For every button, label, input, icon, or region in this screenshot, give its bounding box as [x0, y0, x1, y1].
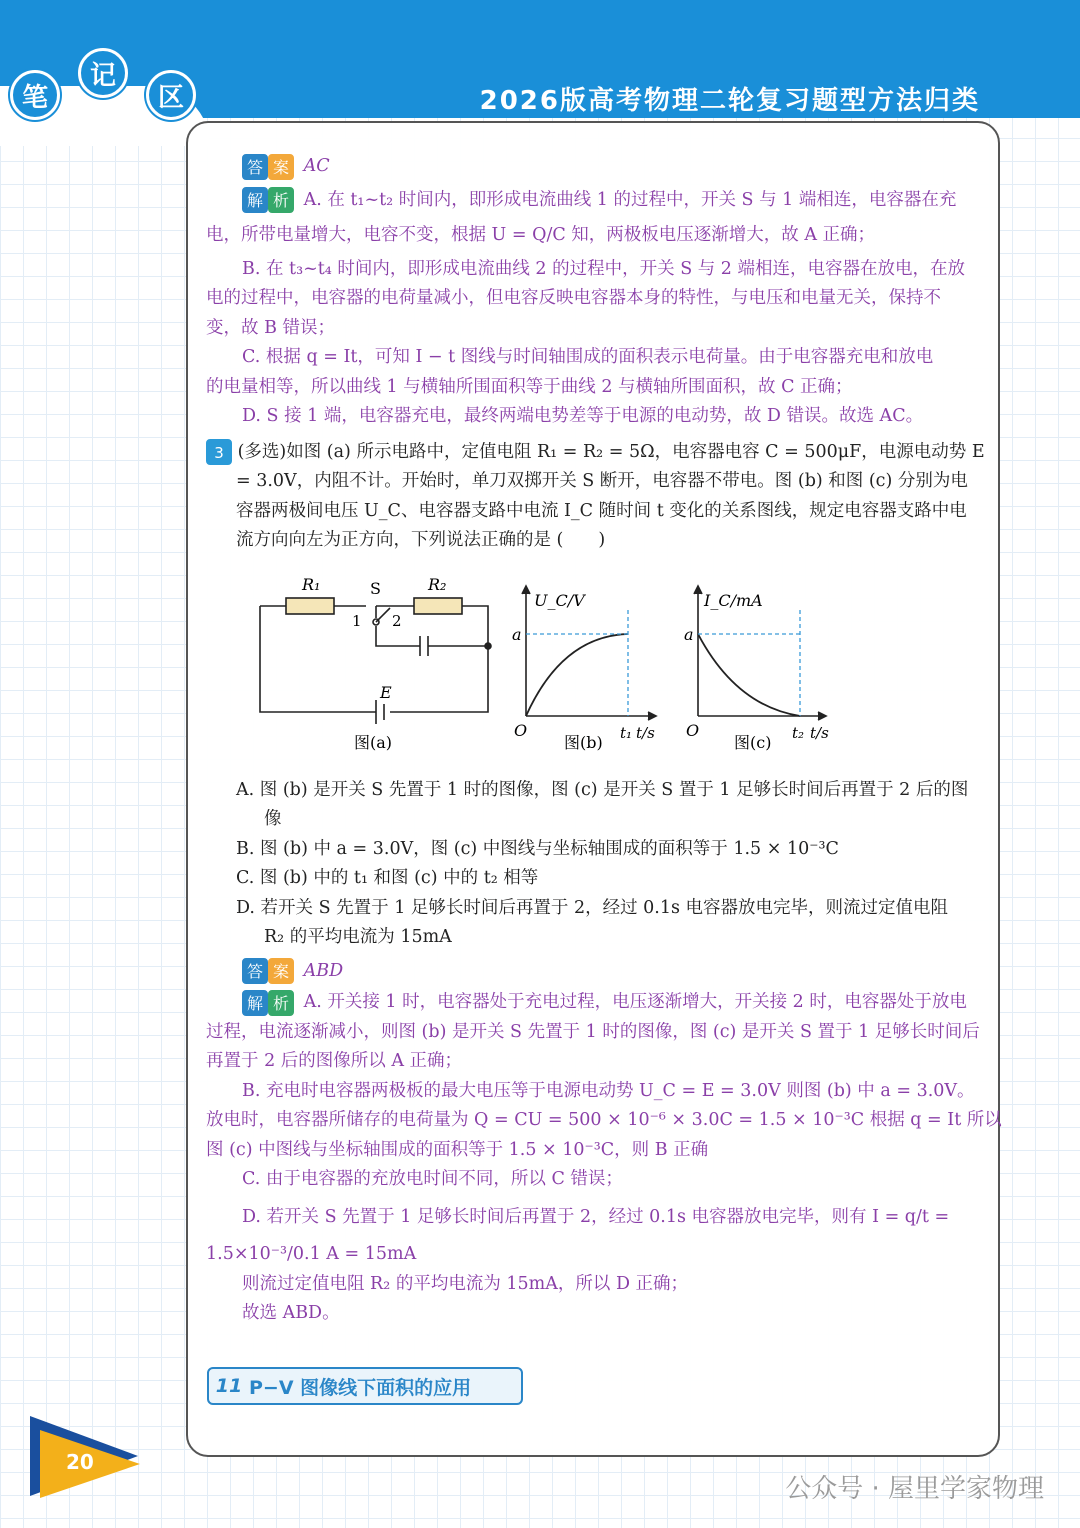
option-a: A. 图 (b) 是开关 S 先置于 1 时的图像，图 (c) 是开关 S 置于 1 足够长时间后再置于 2 后的图: [236, 779, 969, 800]
analysis-1-line-5: C. 根据 q = It，可知 I − t 图线与时间轴围成的面积表示电荷量。由于电容器充电和放电: [242, 347, 934, 367]
answer-3-row: [206, 957, 978, 987]
graph-b-ylabel: U_C/V: [534, 590, 585, 610]
analysis-1-line-4: 变，故 B 错误；: [206, 317, 335, 338]
question-3-line-3: 流方向向左为正方向，下列说法正确的是 ( ): [236, 530, 606, 550]
label-pos2: 2: [392, 611, 402, 630]
option-d-cont: R₂ 的平均电流为 15mA: [264, 927, 452, 947]
graph-b-a: a: [512, 624, 522, 644]
analysis-1-line-6: 的电量相等，所以曲线 1 与横轴所围面积等于曲线 2 与横轴所围面积，故 C 正确；: [206, 376, 853, 397]
label-r1: R₁: [302, 574, 321, 594]
analysis-3-line-2: 再置于 2 后的图像所以 A 正确；: [206, 1051, 463, 1071]
badge-2: 记: [78, 48, 128, 98]
analysis-tag: 解 析: [242, 990, 294, 1016]
graph-b-xlabel: t/s: [636, 723, 655, 742]
analysis-tag: 解 析: [242, 187, 294, 213]
graph-c-a: a: [684, 624, 694, 644]
analysis-3-line-0: 解 析 A. 开关接 1 时，电容器处于充电过程，电压逐渐增大，开关接 2 时，电容器处于放电: [206, 988, 978, 1018]
section-number: 11: [215, 1375, 243, 1397]
analysis-3-line-9: 则流过定值电阻 R₂ 的平均电流为 15mA，所以 D 正确；: [242, 1273, 689, 1294]
analysis-3-line-5: 图 (c) 中图线与坐标轴围成的面积等于 1.5 × 10⁻³C，则 B 正确: [206, 1139, 709, 1160]
graph-b-origin: O: [514, 720, 528, 740]
graph-c-xlabel: t/s: [810, 723, 829, 742]
question-number: 3: [206, 439, 232, 465]
options: [206, 776, 978, 953]
answer-tag: 答 案: [242, 154, 294, 180]
label-pos1: 1: [352, 611, 362, 630]
page-number: 20: [66, 1450, 94, 1474]
analysis-1-line-7: D. S 接 1 端，电容器充电，最终两端电势差等于电源的电动势，故 D 错误。故选 AC。: [242, 406, 924, 426]
question-3-line-0: 3 (多选)如图 (a) 所示电路中，定值电阻 R₁ = R₂ = 5Ω，电容器电容 C = 500μF，电源电动势 E: [206, 438, 978, 468]
analysis-3-line-4: 放电时，电容器所储存的电荷量为 Q = CU = 500 × 10⁻⁶ × 3.0C = 1.5 × 10⁻³C 根据 q = It 所以: [206, 1110, 1002, 1130]
question-3-line-2: 容器两极间电压 U_C、电容器支路中电流 I_C 随时间 t 变化的关系图线，规定电容器支路中电: [236, 500, 967, 521]
answer-value: ABD: [303, 960, 344, 981]
section-banner: [207, 1367, 523, 1405]
caption-a: 图(a): [354, 732, 393, 752]
analysis-3-line-10: 故选 ABD。: [242, 1303, 340, 1323]
option-d: D. 若开关 S 先置于 1 足够长时间后再置于 2，经过 0.1s 电容器放电完毕，则流过定值电阻: [236, 897, 949, 918]
badge-1: 笔: [10, 70, 60, 120]
analysis-3-line-6: C. 由于电容器的充放电时间不同，所以 C 错误；: [242, 1169, 623, 1189]
graph-c-ylabel: I_C/mA: [704, 590, 763, 610]
analysis-3-line-8: 1.5×10⁻³/0.1 A = 15mA: [206, 1244, 417, 1264]
option-b: B. 图 (b) 中 a = 3.0V，图 (c) 中图线与坐标轴围成的面积等于 1.5 × 10⁻³C: [236, 838, 839, 859]
analysis-1-line-1: 电，所带电量增大，电容不变，根据 U = Q/C 知，两极板电压逐渐增大，故 A 正确；: [206, 225, 876, 245]
content: [206, 152, 1002, 1329]
answer-1-row: [206, 152, 978, 182]
label-r2: R₂: [428, 574, 447, 594]
label-e: E: [380, 682, 392, 702]
analysis-1-line-3: 电的过程中，电容器的电荷量减小，但电容反映电容器本身的特性，与电压和电量无关，保持不: [206, 288, 941, 308]
analysis-3-line-3: B. 充电时电容器两极板的最大电压等于电源电动势 U_C = E = 3.0V 则图 (b) 中 a = 3.0V。: [242, 1080, 975, 1101]
label-s: S: [370, 578, 381, 598]
watermark: 公众号 · 屋里学家物理: [785, 1474, 1044, 1504]
question-3-line-1: = 3.0V，内阻不计。开始时，单刀双掷开关 S 断开，电容器不带电。图 (b) 和图 (c) 分别为电: [236, 471, 968, 491]
graph-b-t1: t₁: [620, 723, 633, 742]
book-title: 2026版高考物理二轮复习题型方法归类: [479, 86, 980, 116]
graph-c-t2: t₂: [792, 723, 805, 742]
answer-value: AC: [303, 156, 330, 176]
circuit-diagram: [260, 598, 491, 724]
section-title: P−V 图像线下面积的应用: [249, 1376, 472, 1399]
option-a-cont: 像: [264, 809, 282, 829]
option-c: C. 图 (b) 中的 t₁ 和图 (c) 中的 t₂ 相等: [236, 868, 539, 888]
analysis-3-line-7: D. 若开关 S 先置于 1 足够长时间后再置于 2，经过 0.1s 电容器放电完毕，则有 I = q/t =: [242, 1206, 950, 1227]
caption-c: 图(c): [734, 732, 772, 752]
question-figure: [206, 566, 978, 766]
answer-tag: 答 案: [242, 958, 294, 984]
analysis-1-line-2: B. 在 t₃~t₄ 时间内，即形成电流曲线 2 的过程中，开关 S 与 2 端相连，电容器在放电，在放: [242, 258, 966, 279]
badge-3: 区: [146, 70, 196, 120]
analysis-1-line-0: 解 析 A. 在 t₁~t₂ 时间内，即形成电流曲线 1 的过程中，开关 S 与 1 端相连，电容器在充: [206, 186, 978, 216]
graph-c-origin: O: [686, 720, 700, 740]
analysis-3-line-1: 过程，电流逐渐减小，则图 (b) 是开关 S 先置于 1 时的图像，图 (c) 是开关 S 置于 1 足够长时间后: [206, 1021, 980, 1042]
caption-b: 图(b): [564, 732, 603, 752]
